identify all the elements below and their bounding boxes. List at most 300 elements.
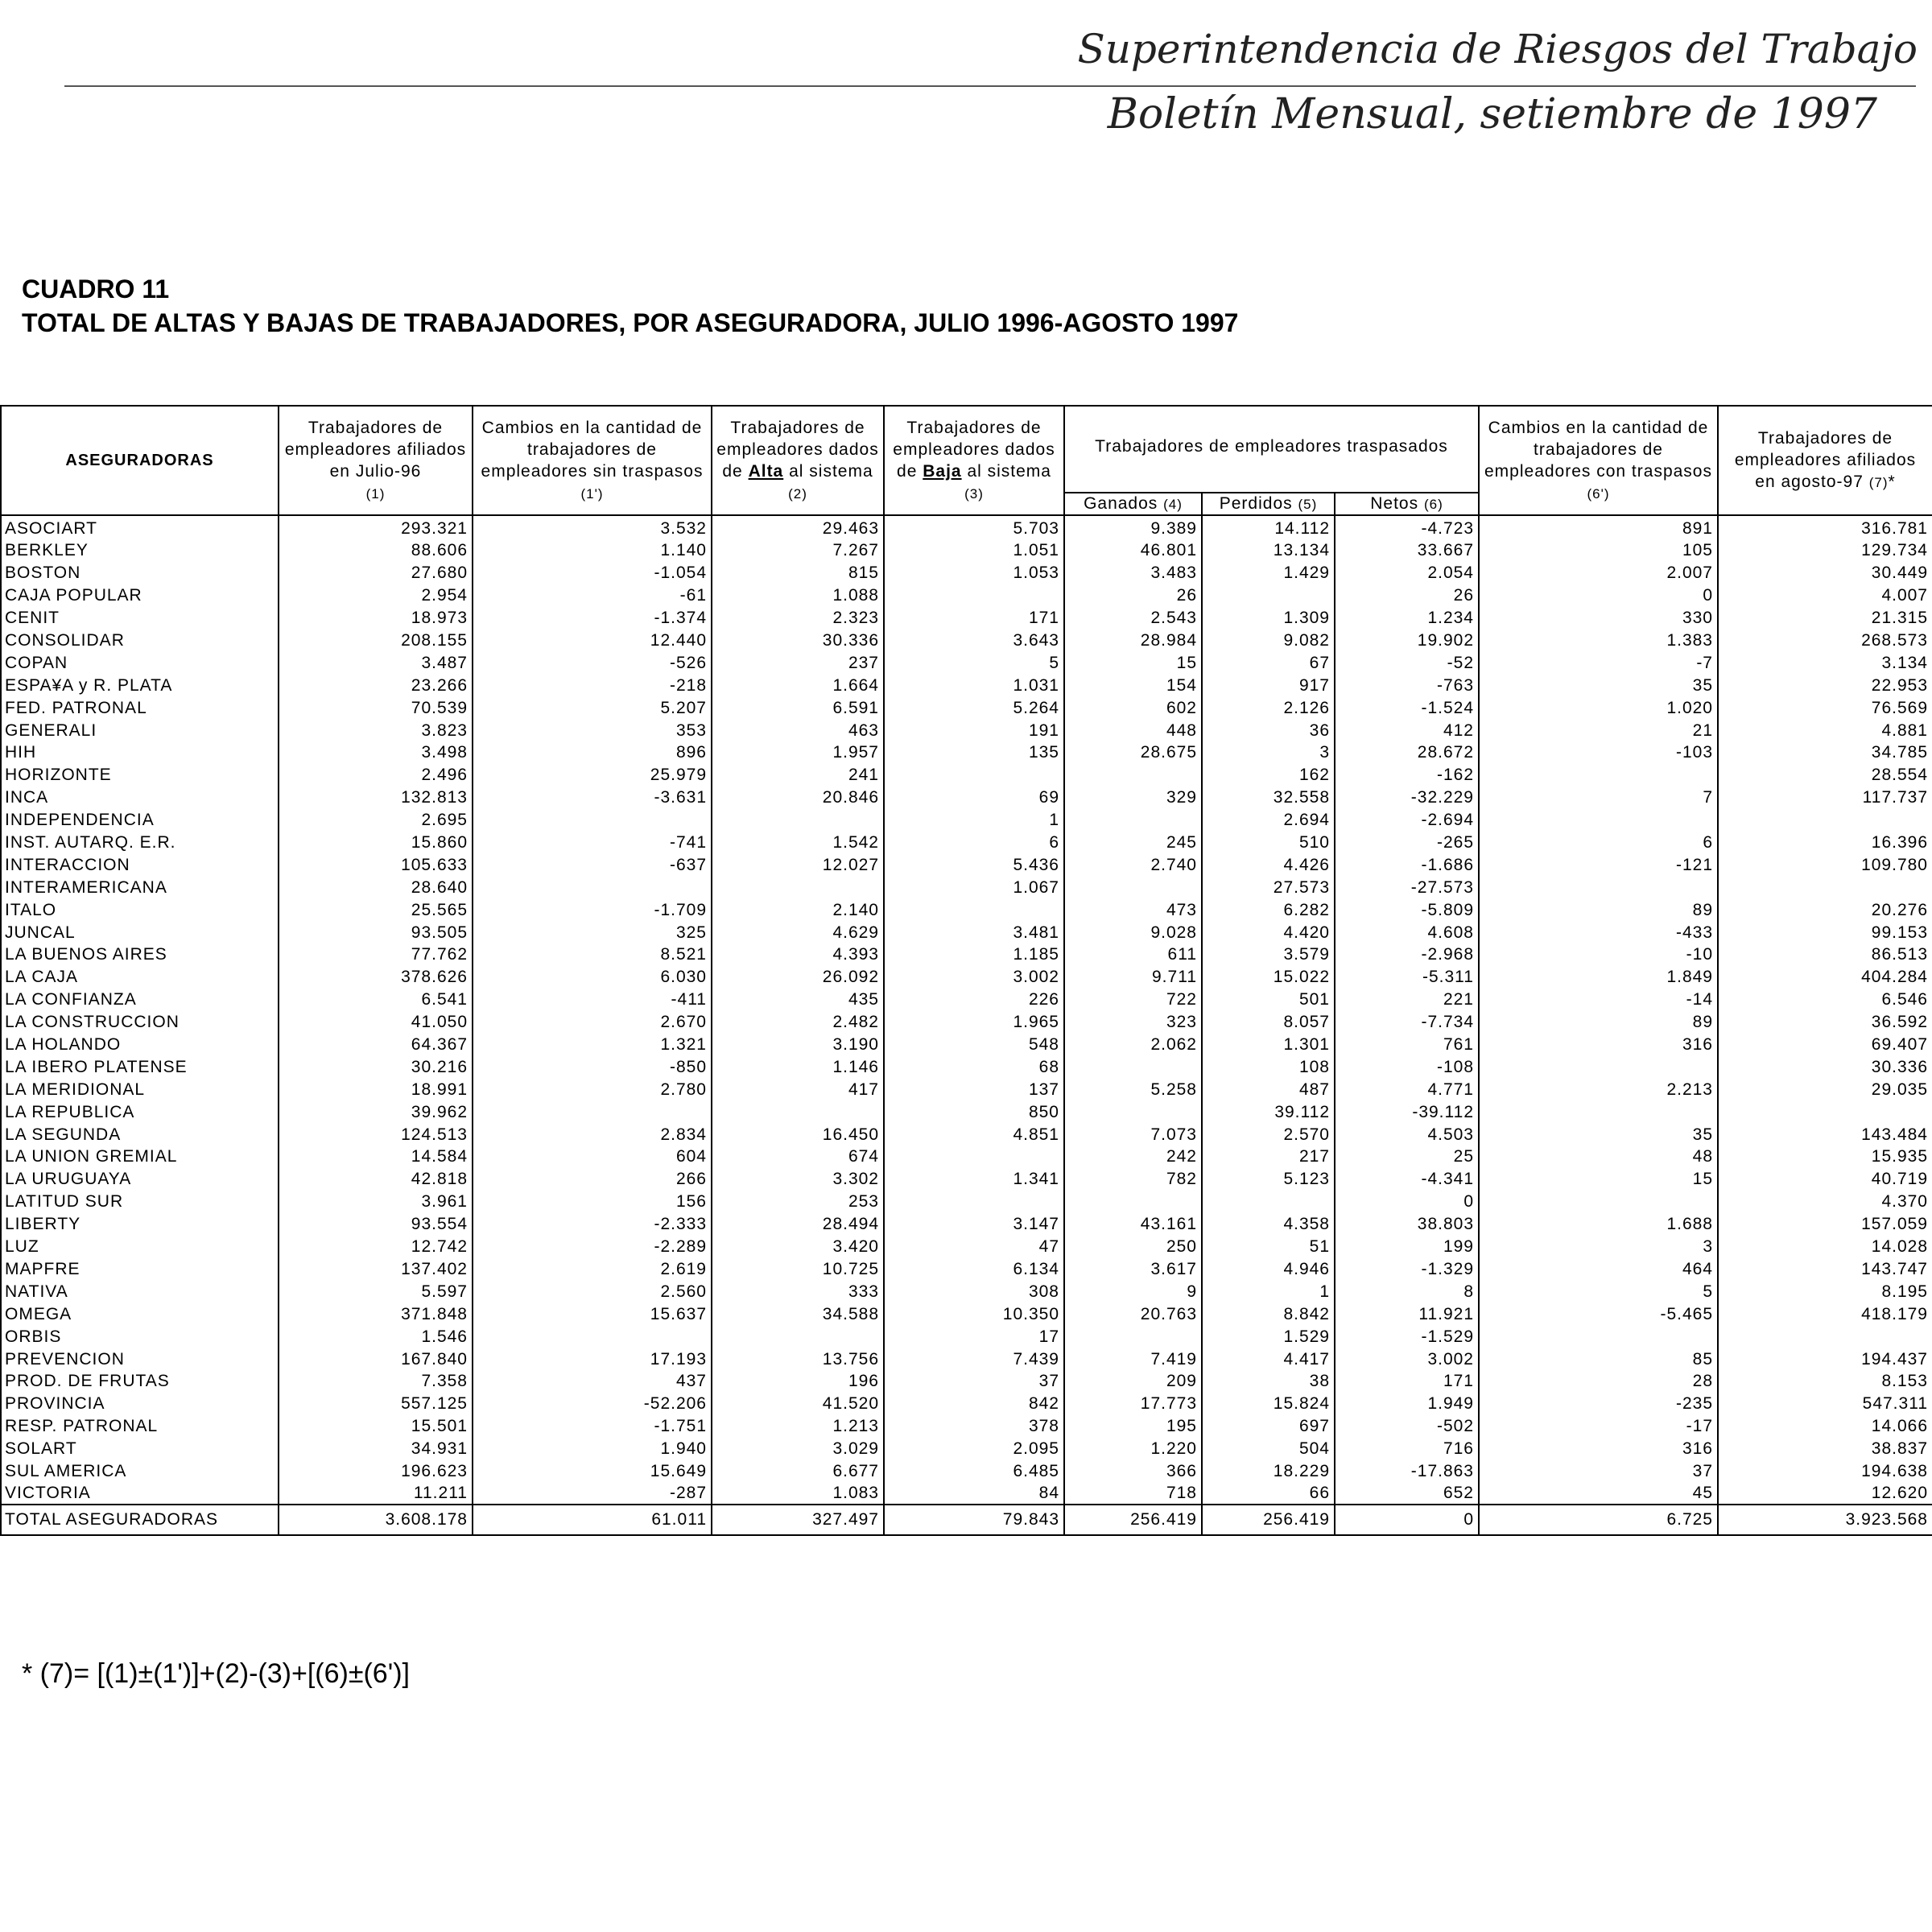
table-cell: 1.220 [1064,1438,1202,1460]
table-cell: 14.584 [279,1146,473,1168]
table-row [1,1213,1932,1236]
table-cell: 11.921 [1335,1302,1479,1325]
insurer-name: INST. AUTARQ. E.R. [1,832,279,854]
table-cell: 208.155 [279,630,473,652]
table-cell: 463 [712,719,884,741]
table-cell: 3 [1479,1236,1718,1258]
table-cell [1479,1100,1718,1123]
table-cell: 6.282 [1202,898,1335,921]
table-cell: 6.134 [884,1258,1064,1281]
table-cell: 12.027 [712,853,884,876]
table-cell: 504 [1202,1438,1335,1460]
table-cell: 557.125 [279,1393,473,1415]
table-cell: 27.680 [279,562,473,584]
table-cell: 25 [1335,1146,1479,1168]
table-cell: 1 [1202,1280,1335,1302]
total-row [1,1505,1932,1535]
table-cell: 1.301 [1202,1034,1335,1056]
table-cell: 5 [884,651,1064,674]
header-ganados: Ganados (4) [1064,493,1202,515]
table-cell: 2.740 [1064,853,1202,876]
table-cell: -32.229 [1335,786,1479,809]
insurer-name: HIH [1,741,279,764]
table-cell: 917 [1202,674,1335,696]
table-cell: -2.694 [1335,809,1479,832]
table-row [1,1236,1932,1258]
table-cell: 6.546 [1718,989,1932,1011]
table-cell: 473 [1064,898,1202,921]
table-cell [1202,1191,1335,1213]
table-cell: 13.756 [712,1348,884,1370]
table-cell: 437 [473,1370,712,1393]
insurer-name: LA UNION GREMIAL [1,1146,279,1168]
table-row [1,1055,1932,1078]
table-cell: 1.088 [712,584,884,607]
table-cell: 8.521 [473,943,712,966]
table-cell: 30.336 [1718,1055,1932,1078]
insurer-name: CAJA POPULAR [1,584,279,607]
table-cell: 12.440 [473,630,712,652]
table-cell: 9.028 [1064,921,1202,943]
insurer-name: PREVENCION [1,1348,279,1370]
table-cell: 13.134 [1202,539,1335,562]
table-cell: 435 [712,989,884,1011]
table-cell: 4.881 [1718,719,1932,741]
table-cell: 171 [1335,1370,1479,1393]
table-cell: -14 [1479,989,1718,1011]
table-cell: -1.329 [1335,1258,1479,1281]
table-cell: 3.579 [1202,943,1335,966]
table-cell: 34.588 [712,1302,884,1325]
table-cell [1064,1325,1202,1348]
insurer-name: NATIVA [1,1280,279,1302]
table-cell: 32.558 [1202,786,1335,809]
table-cell [1064,1100,1202,1123]
table-cell: 2.323 [712,607,884,630]
table-cell: 891 [1479,515,1718,539]
table-cell: 18.991 [279,1078,473,1100]
table-cell: 68 [884,1055,1064,1078]
table-cell: 3.002 [884,966,1064,989]
total-cell: 6.725 [1479,1505,1718,1535]
table-row [1,786,1932,809]
table-cell: 510 [1202,832,1335,854]
table-cell: 4.007 [1718,584,1932,607]
table-cell: 39.112 [1202,1100,1335,1123]
table-cell: 99.153 [1718,921,1932,943]
table-cell: 4.608 [1335,921,1479,943]
table-cell: 2.095 [884,1438,1064,1460]
table-row [1,989,1932,1011]
table-cell [884,898,1064,921]
table-cell: 93.554 [279,1213,473,1236]
insurer-name: LA BUENOS AIRES [1,943,279,966]
table-cell: 1.083 [712,1482,884,1505]
table-cell [473,1100,712,1123]
table-cell: -162 [1335,764,1479,786]
table-cell: 0 [1479,584,1718,607]
total-label: TOTAL ASEGURADORAS [1,1505,279,1535]
insurer-name: LA MERIDIONAL [1,1078,279,1100]
table-cell: 2.670 [473,1011,712,1034]
total-cell: 0 [1335,1505,1479,1535]
table-row [1,1348,1932,1370]
table-cell: 2.062 [1064,1034,1202,1056]
table-cell: 28.675 [1064,741,1202,764]
table-cell: 404.284 [1718,966,1932,989]
table-cell: -265 [1335,832,1479,854]
table-cell: 18.229 [1202,1460,1335,1483]
table-cell: -7 [1479,651,1718,674]
table-cell: 6.591 [712,696,884,719]
table-cell: 2.213 [1479,1078,1718,1100]
insurer-name: FED. PATRONAL [1,696,279,719]
table-cell: 5 [1479,1280,1718,1302]
insurer-name: CONSOLIDAR [1,630,279,652]
table-cell: 245 [1064,832,1202,854]
total-cell: 79.843 [884,1505,1064,1535]
table-cell: 548 [884,1034,1064,1056]
table-cell [1064,764,1202,786]
table-cell: 69 [884,786,1064,809]
table-cell: -235 [1479,1393,1718,1415]
table-row [1,853,1932,876]
table-cell: 330 [1479,607,1718,630]
table-cell: 6.541 [279,989,473,1011]
table-cell: 12.620 [1718,1482,1932,1505]
table-cell: 896 [473,741,712,764]
table-cell: 674 [712,1146,884,1168]
insurer-name: OMEGA [1,1302,279,1325]
table-cell: 1.688 [1479,1213,1718,1236]
table-title: TOTAL DE ALTAS Y BAJAS DE TRABAJADORES, POR ASEGURADORA, JULIO 1996-AGOSTO 1997 [22,308,1239,337]
table-cell: 1.849 [1479,966,1718,989]
table-cell: 6.030 [473,966,712,989]
table-cell: 15 [1479,1168,1718,1191]
table-cell: 4.370 [1718,1191,1932,1213]
table-cell: 27.573 [1202,876,1335,898]
table-cell: 21.315 [1718,607,1932,630]
table-cell: 3.643 [884,630,1064,652]
table-cell: 3.302 [712,1168,884,1191]
table-cell: 4.426 [1202,853,1335,876]
table-cell: 69.407 [1718,1034,1932,1056]
table-cell: 2.695 [279,809,473,832]
table-cell: 199 [1335,1236,1479,1258]
table-cell: 353 [473,719,712,741]
table-cell: 17.773 [1064,1393,1202,1415]
table-cell: 325 [473,921,712,943]
table-cell: 132.813 [279,786,473,809]
table-cell: 2.954 [279,584,473,607]
table-cell: 39.962 [279,1100,473,1123]
table-row [1,1438,1932,1460]
table-cell: 15.935 [1718,1146,1932,1168]
table-cell: 85 [1479,1348,1718,1370]
table-cell: 194.638 [1718,1460,1932,1483]
header-rule [64,85,1916,87]
table-cell: 3.147 [884,1213,1064,1236]
table-cell: 7.439 [884,1348,1064,1370]
insurer-name: LA SEGUNDA [1,1123,279,1146]
insurer-name: RESP. PATRONAL [1,1415,279,1438]
table-cell: -4.341 [1335,1168,1479,1191]
table-cell: 226 [884,989,1064,1011]
table-cell: 15 [1064,651,1202,674]
table-cell: -52.206 [473,1393,712,1415]
table-cell: 47 [884,1236,1064,1258]
total-cell: 256.419 [1202,1505,1335,1535]
insurer-name: CENIT [1,607,279,630]
insurer-name: LA URUGUAYA [1,1168,279,1191]
table-row [1,966,1932,989]
table-cell: 48 [1479,1146,1718,1168]
table-cell: 23.266 [279,674,473,696]
header-netos: Netos (6) [1335,493,1479,515]
table-cell [884,1146,1064,1168]
table-cell: 28 [1479,1370,1718,1393]
table-cell: 1.140 [473,539,712,562]
table-cell: 64.367 [279,1034,473,1056]
table-cell: 1.664 [712,674,884,696]
table-cell: 293.321 [279,515,473,539]
table-cell: 4.393 [712,943,884,966]
table-cell: 815 [712,562,884,584]
insurer-name: LATITUD SUR [1,1191,279,1213]
table-cell [1064,876,1202,898]
table-cell: 652 [1335,1482,1479,1505]
table-row [1,630,1932,652]
table-cell: 2.834 [473,1123,712,1146]
table-cell: 718 [1064,1482,1202,1505]
table-cell: 22.953 [1718,674,1932,696]
table-cell: -1.709 [473,898,712,921]
table-cell: 38 [1202,1370,1335,1393]
table-row [1,1325,1932,1348]
table-cell: 4.946 [1202,1258,1335,1281]
table-cell: 26 [1335,584,1479,607]
table-cell: 209 [1064,1370,1202,1393]
table-row [1,1078,1932,1100]
table-cell: 1.957 [712,741,884,764]
table-row [1,1482,1932,1505]
header-dados-de-baja: Trabajadores de empleadores dados de Baja al sistema (3) [884,406,1064,515]
table-cell [1479,1325,1718,1348]
header-aseguradoras: ASEGURADORAS [1,406,279,515]
table-cell: 604 [473,1146,712,1168]
table-cell: 11.211 [279,1482,473,1505]
table-cell: 93.505 [279,921,473,943]
table-cell: 8 [1335,1280,1479,1302]
table-cell: 1.234 [1335,607,1479,630]
table-cell: 842 [884,1393,1064,1415]
table-cell: 21 [1479,719,1718,741]
table-cell: 20.846 [712,786,884,809]
table-cell: 2.482 [712,1011,884,1034]
table-cell: 89 [1479,898,1718,921]
table-cell: 43.161 [1064,1213,1202,1236]
table-cell: -411 [473,989,712,1011]
table-cell: 7.267 [712,539,884,562]
table-cell: 8.057 [1202,1011,1335,1034]
table-cell: 4.503 [1335,1123,1479,1146]
table-cell: 20.276 [1718,898,1932,921]
table-cell: 4.417 [1202,1348,1335,1370]
table-cell: 30.336 [712,630,884,652]
insurer-name: ASOCIART [1,515,279,539]
table-cell: 8.153 [1718,1370,1932,1393]
table-cell: 129.734 [1718,539,1932,562]
table-row [1,539,1932,562]
table-cell: 6.485 [884,1460,1064,1483]
table-cell: 2.496 [279,764,473,786]
organization-name: Superintendencia de Riesgos del Trabajo [1077,26,1918,72]
table-cell: 266 [473,1168,712,1191]
table-cell: 7.419 [1064,1348,1202,1370]
table-cell: 323 [1064,1011,1202,1034]
table-cell: 602 [1064,696,1202,719]
table-row [1,1393,1932,1415]
table-cell [1064,1191,1202,1213]
table-row [1,584,1932,607]
table-cell: 66 [1202,1482,1335,1505]
table-cell: 14.112 [1202,515,1335,539]
insurer-name: BOSTON [1,562,279,584]
table-cell: -3.631 [473,786,712,809]
table-cell: 40.719 [1718,1168,1932,1191]
table-cell: -2.968 [1335,943,1479,966]
table-cell [1479,764,1718,786]
table-cell: 464 [1479,1258,1718,1281]
insurer-name: SUL AMERICA [1,1460,279,1483]
table-cell: 135 [884,741,1064,764]
table-cell: 35 [1479,1123,1718,1146]
table-row [1,1370,1932,1393]
insurer-name: LA CONSTRUCCION [1,1011,279,1034]
table-cell: 7 [1479,786,1718,809]
table-row [1,943,1932,966]
table-cell: 1.051 [884,539,1064,562]
table-cell: 10.350 [884,1302,1064,1325]
table-cell: -433 [1479,921,1718,943]
table-cell [1202,584,1335,607]
table-cell: 4.358 [1202,1213,1335,1236]
table-cell: 366 [1064,1460,1202,1483]
table-row [1,607,1932,630]
table-cell: 5.703 [884,515,1064,539]
table-cell: -2.333 [473,1213,712,1236]
table-cell: 333 [712,1280,884,1302]
table-cell: -108 [1335,1055,1479,1078]
table-cell [1064,809,1202,832]
table-cell: 25.565 [279,898,473,921]
table-cell: -5.809 [1335,898,1479,921]
table-cell: 5.436 [884,853,1064,876]
table-number: CUADRO 11 [22,275,170,303]
insurer-name: INDEPENDENCIA [1,809,279,832]
insurer-name: PROD. DE FRUTAS [1,1370,279,1393]
table-cell: 46.801 [1064,539,1202,562]
insurers-table [0,405,1932,1536]
table-cell: 418.179 [1718,1302,1932,1325]
table-cell: 487 [1202,1078,1335,1100]
table-row [1,898,1932,921]
insurer-name: LA CONFIANZA [1,989,279,1011]
table-cell: 3.532 [473,515,712,539]
table-cell: 371.848 [279,1302,473,1325]
table-cell: 2.140 [712,898,884,921]
table-cell [1479,876,1718,898]
table-cell: 88.606 [279,539,473,562]
table-row [1,832,1932,854]
table-row [1,674,1932,696]
insurer-name: LIBERTY [1,1213,279,1236]
insurer-name: SOLART [1,1438,279,1460]
total-cell: 3.608.178 [279,1505,473,1535]
table-cell: 3.190 [712,1034,884,1056]
table-cell: -27.573 [1335,876,1479,898]
table-cell: 2.543 [1064,607,1202,630]
table-cell: 89 [1479,1011,1718,1034]
table-row [1,876,1932,898]
table-cell [1718,1100,1932,1123]
table-row [1,809,1932,832]
table-cell: 70.539 [279,696,473,719]
insurer-name: ITALO [1,898,279,921]
table-row [1,921,1932,943]
header-traspasados: Trabajadores de empleadores traspasados [1064,406,1479,493]
table-cell: 850 [884,1100,1064,1123]
header-perdidos: Perdidos (5) [1202,493,1335,515]
table-cell: -637 [473,853,712,876]
total-cell: 256.419 [1064,1505,1202,1535]
table-cell: 14.028 [1718,1236,1932,1258]
table-cell: 2.694 [1202,809,1335,832]
total-cell: 3.923.568 [1718,1505,1932,1535]
table-cell: 2.780 [473,1078,712,1100]
table-cell: 84 [884,1482,1064,1505]
table-cell: 697 [1202,1415,1335,1438]
insurer-name: PROVINCIA [1,1393,279,1415]
header-afiliados-agosto97: Trabajadores de empleadores afiliados en agosto-97 (7)* [1718,406,1932,515]
table-cell: -1.524 [1335,696,1479,719]
table-cell: 154 [1064,674,1202,696]
table-cell: 547.311 [1718,1393,1932,1415]
table-cell: 3.134 [1718,651,1932,674]
table-row [1,1034,1932,1056]
table-cell: 4.851 [884,1123,1064,1146]
table-cell: 3.483 [1064,562,1202,584]
table-cell: -17.863 [1335,1460,1479,1483]
table-cell [884,764,1064,786]
table-cell: 761 [1335,1034,1479,1056]
table-cell: 26.092 [712,966,884,989]
insurer-name: VICTORIA [1,1482,279,1505]
table-cell: 1.949 [1335,1393,1479,1415]
table-cell: 15.501 [279,1415,473,1438]
table-cell: 4.771 [1335,1078,1479,1100]
formula-footnote: * (7)= [(1)±(1')]+(2)-(3)+[(6)±(6')] [22,1658,410,1689]
bulletin-title: Boletín Mensual, setiembre de 1997 [1107,90,1877,138]
table-cell: 2.007 [1479,562,1718,584]
table-cell: 1.429 [1202,562,1335,584]
table-cell: -5.465 [1479,1302,1718,1325]
table-cell: 15.022 [1202,966,1335,989]
table-cell: 1.309 [1202,607,1335,630]
table-row [1,764,1932,786]
table-cell: 196 [712,1370,884,1393]
insurer-name: BERKLEY [1,539,279,562]
